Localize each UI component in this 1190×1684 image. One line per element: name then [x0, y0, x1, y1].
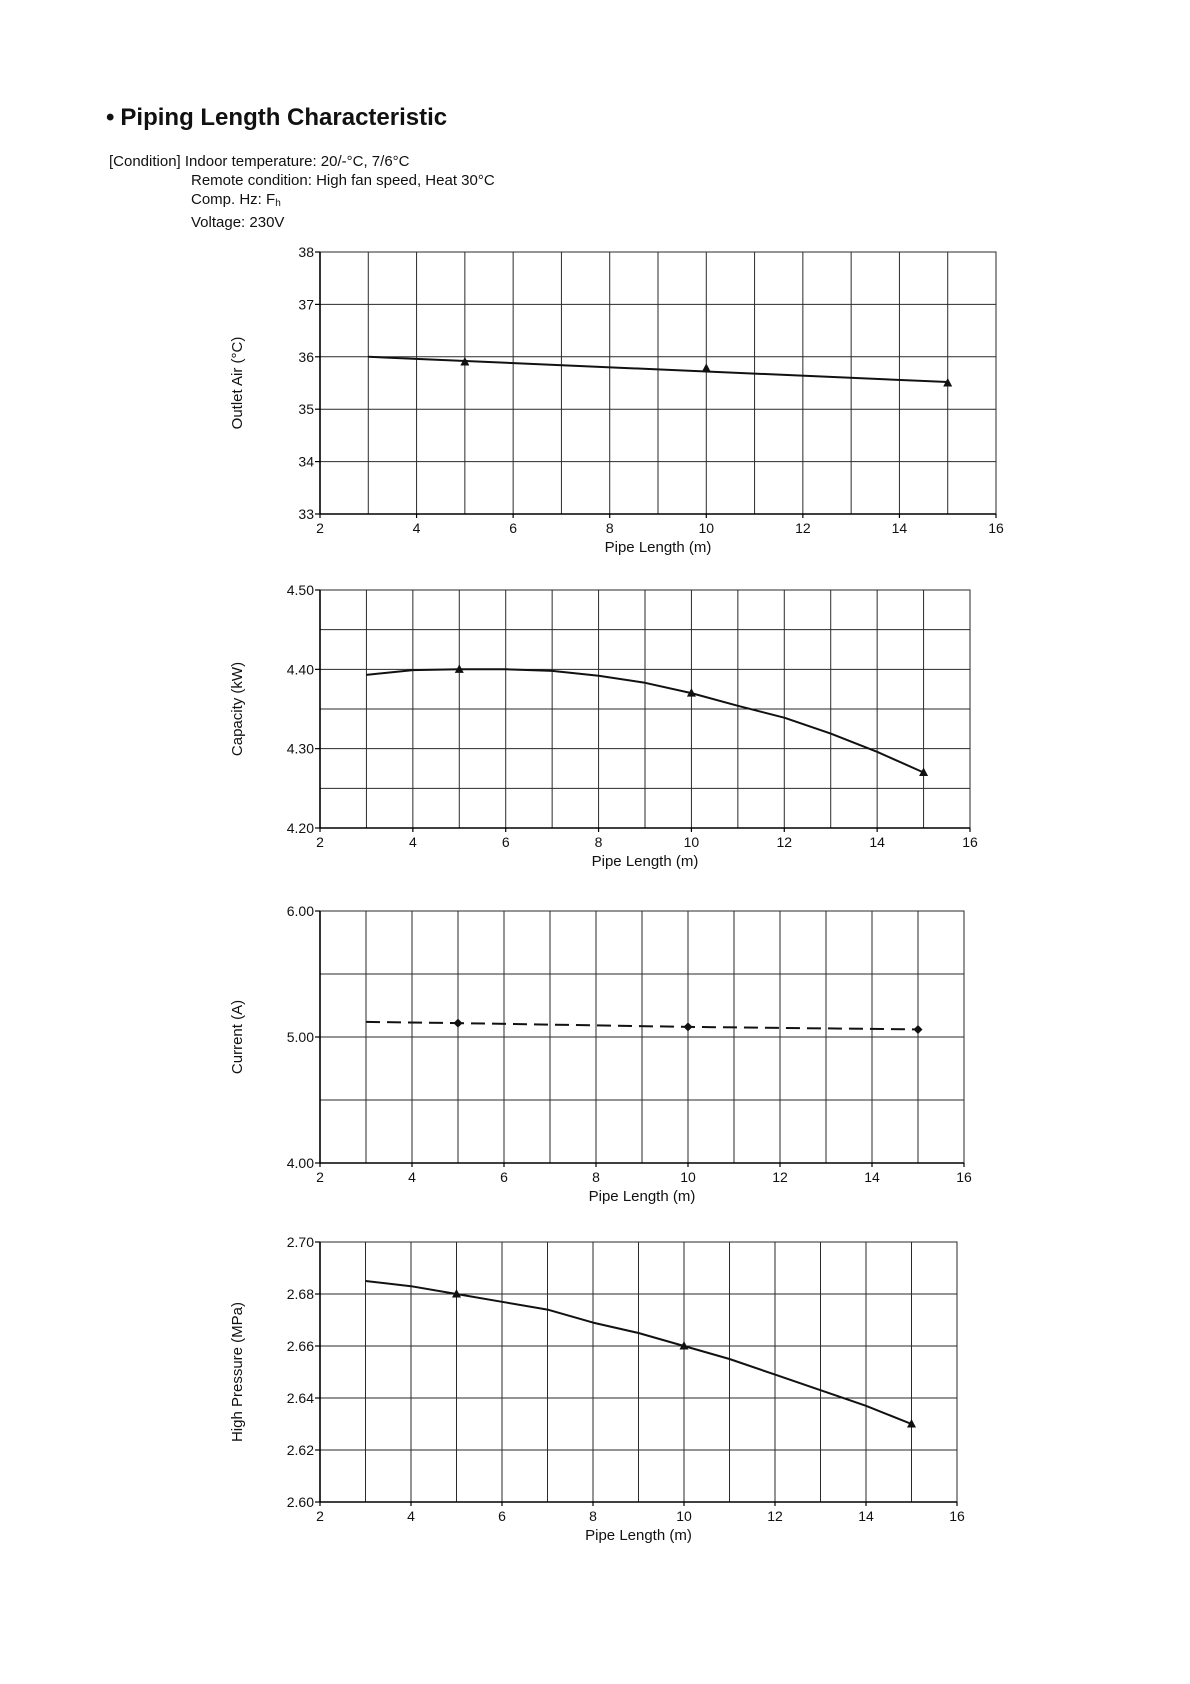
x-tick-label-14: 14 — [891, 520, 908, 536]
data-point-10 — [684, 1022, 693, 1031]
x-tick-label-14: 14 — [869, 834, 885, 850]
y-axis-title: Current (A) — [229, 999, 246, 1075]
x-tick-label-16: 16 — [962, 834, 978, 850]
y-axis-title: Outlet Air (°C) — [229, 336, 246, 430]
x-tick-label-12: 12 — [776, 834, 793, 850]
x-tick-label-4: 4 — [407, 1508, 415, 1524]
y-tick-label-2-68: 2.68 — [286, 1286, 314, 1302]
y-tick-label-5: 5.00 — [286, 1029, 314, 1045]
condition-comp-hz-subscript: h — [275, 198, 281, 209]
x-tick-label-8: 8 — [594, 834, 603, 850]
x-tick-label-4: 4 — [408, 834, 417, 850]
data-point-10 — [702, 363, 711, 372]
x-tick-label-8: 8 — [589, 1508, 597, 1524]
condition-comp-hz-text: Comp. Hz: F — [191, 191, 276, 208]
x-tick-label-6: 6 — [498, 1508, 506, 1524]
y-tick-label-37: 37 — [298, 296, 314, 313]
y-tick-label-2-66: 2.66 — [286, 1338, 314, 1354]
x-tick-label-8: 8 — [605, 520, 614, 536]
y-tick-label-36: 36 — [298, 348, 314, 365]
y-tick-label-2-64: 2.64 — [286, 1390, 314, 1406]
y-tick-label-2-62: 2.62 — [286, 1442, 314, 1458]
x-tick-label-6: 6 — [500, 1169, 508, 1185]
x-tick-label-16: 16 — [988, 520, 1004, 536]
x-tick-label-14: 14 — [858, 1508, 874, 1524]
y-tick-label-4-4: 4.40 — [286, 661, 314, 678]
x-tick-label-12: 12 — [795, 520, 811, 536]
condition-indoor-temperature: Indoor temperature: 20/-°C, 7/6°C — [184, 153, 410, 170]
x-tick-label-16: 16 — [956, 1169, 972, 1185]
heading-bullet: • — [106, 104, 115, 131]
y-tick-label-4-3: 4.30 — [286, 740, 314, 757]
x-tick-label-2: 2 — [316, 1508, 324, 1524]
y-tick-label-38: 38 — [298, 244, 314, 260]
x-axis-title: Pipe Length (m) — [585, 1527, 692, 1544]
capacity-chart — [0, 552, 1000, 870]
condition-line-indoor — [109, 152, 495, 171]
x-tick-label-12: 12 — [767, 1508, 783, 1524]
x-tick-label-2: 2 — [316, 834, 324, 850]
x-tick-label-6: 6 — [509, 520, 518, 536]
data-point-15 — [914, 1025, 923, 1034]
x-tick-label-14: 14 — [864, 1169, 880, 1185]
condition-voltage: Voltage: 230V — [191, 214, 285, 231]
x-tick-label-4: 4 — [408, 1169, 416, 1185]
x-axis-title: Pipe Length (m) — [604, 539, 712, 556]
condition-comp-hz — [109, 190, 495, 213]
y-axis-title: High Pressure (MPa) — [229, 1301, 246, 1443]
y-tick-label-33: 33 — [298, 506, 314, 522]
x-tick-label-4: 4 — [412, 520, 421, 536]
high-pressure-chart — [0, 1216, 1000, 1544]
y-tick-label-6: 6.00 — [286, 903, 314, 919]
page-title: Piping Length Characteristic — [120, 104, 448, 131]
x-tick-label-10: 10 — [676, 1508, 692, 1524]
y-tick-label-4: 4.00 — [286, 1155, 314, 1171]
condition-block — [109, 152, 495, 232]
x-tick-label-12: 12 — [772, 1169, 788, 1185]
x-tick-label-2: 2 — [316, 1169, 324, 1185]
x-tick-label-10: 10 — [680, 1169, 696, 1185]
current-chart — [0, 884, 1000, 1205]
y-axis-title: Capacity (kW) — [229, 661, 246, 757]
y-tick-label-4-5: 4.50 — [286, 582, 314, 598]
data-point-5 — [454, 1019, 463, 1028]
page-heading — [106, 104, 447, 132]
y-tick-label-2-7: 2.70 — [286, 1234, 314, 1250]
y-tick-label-2-6: 2.60 — [286, 1494, 314, 1510]
y-tick-label-4-2: 4.20 — [286, 820, 314, 836]
x-tick-label-6: 6 — [501, 834, 510, 850]
y-tick-label-35: 35 — [298, 401, 314, 418]
x-tick-label-16: 16 — [949, 1508, 965, 1524]
condition-remote: Remote condition: High fan speed, Heat 30°C — [191, 172, 495, 189]
x-tick-label-2: 2 — [316, 520, 324, 536]
y-tick-label-34: 34 — [298, 453, 314, 470]
condition-label: [Condition] — [109, 153, 181, 170]
x-axis-title: Pipe Length (m) — [588, 1188, 696, 1205]
x-axis-title: Pipe Length (m) — [591, 853, 699, 870]
x-tick-label-8: 8 — [592, 1169, 600, 1185]
x-tick-label-10: 10 — [683, 834, 700, 850]
x-tick-label-10: 10 — [698, 520, 715, 536]
outlet-air-chart — [0, 232, 1004, 556]
